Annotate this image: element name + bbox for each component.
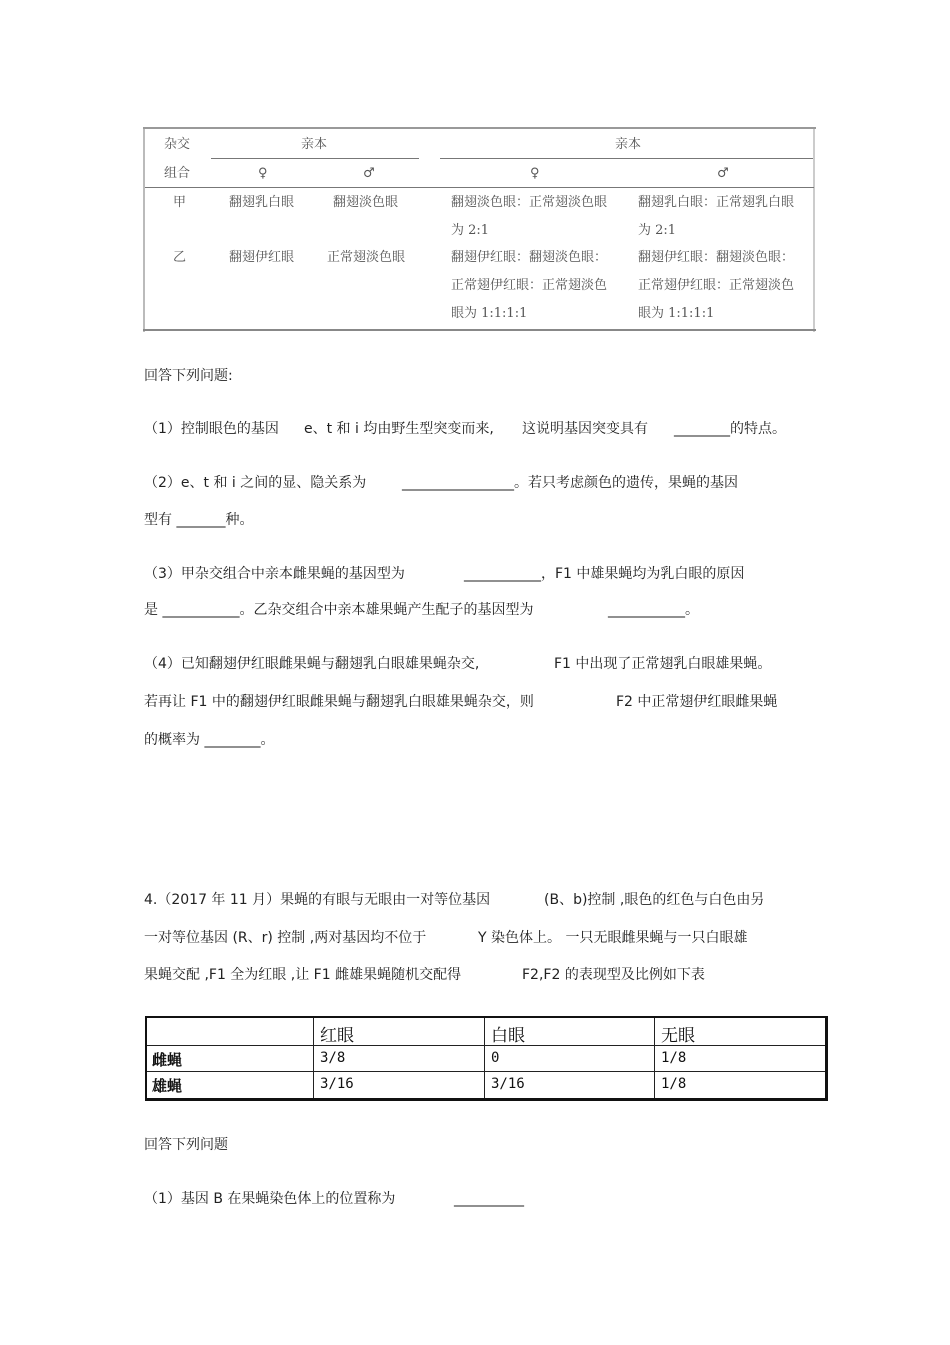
p4-line3-b: F2,F2 的表现型及比例如下表 [522,967,705,983]
row-divider [147,1071,825,1072]
q2-blank: ________________。若只考虑颜色的遗传，果蝇的基因 [402,475,738,491]
p4-line2-b: Y 染色体上。 一只无眼雌果蝇与一只白眼雄 [478,930,748,946]
female-symbol: ♀ [258,166,268,181]
header-white-eye: 白眼 [491,1026,525,1046]
f1-male-result: 正常翅伊红眼：正常翅淡色 [638,278,795,293]
q1-part-b: e、t 和 i 均由野生型突变而来, [304,421,494,437]
q2-part-a: （2）e、t 和 i 之间的显、隐关系为 [144,475,367,491]
answer-intro-2: 回答下列问题 [144,1137,228,1153]
row-name: 乙 [173,250,187,265]
row-divider [147,1045,825,1046]
f1-male-result: 眼为 1:1:1:1 [638,306,715,321]
p4-line1-b: (B、b)控制 ,眼色的红色与白色由另 [544,892,765,908]
q3-blank-2: ___________。 [608,602,699,618]
row-label-female: 雌蝇 [152,1051,183,1069]
male-parent: 正常翅淡色眼 [327,250,406,265]
header-bottom-rule [145,187,814,188]
f1-male-result: 为 2:1 [638,223,677,238]
offspring-header: 亲本 [615,137,642,152]
parents-header: 亲本 [301,137,328,152]
f1-female-result: 为 2:1 [451,223,490,238]
female-parent: 翻翅伊红眼 [229,250,295,265]
q4-part-a: （4）已知翻翅伊红眼雌果蝇与翻翅乳白眼雄果蝇杂交, [144,656,480,672]
table-cell: 3/16 [491,1076,525,1092]
f1-female-result: 正常翅伊红眼：正常翅淡色 [451,278,608,293]
corner-label-bottom: 组合 [164,166,191,181]
table-right-edge [813,129,815,332]
table-cell: 1/8 [661,1050,687,1066]
male-parent: 翻翅淡色眼 [333,195,399,210]
q3-part-a: （3）甲杂交组合中亲本雌果蝇的基因型为 [144,566,405,582]
corner-label-top: 杂交 [164,137,191,152]
q4-part-c: 若再让 F1 中的翻翅伊红眼雌果蝇与翻翅乳白眼雄果蝇杂交，则 [144,694,534,710]
q1-part-c: 这说明基因突变具有 [522,421,648,437]
question-4-end: 的概率为 ________。 [144,732,275,748]
header-red-eye: 红眼 [320,1026,354,1046]
genetics-cross-table-image [143,127,816,332]
header-no-eye: 无眼 [661,1026,695,1046]
f1-female-result: 翻翅淡色眼：正常翅淡色眼 [451,195,608,210]
row-name: 甲 [173,195,187,210]
f1-female-result: 眼为 1:1:1:1 [451,306,528,321]
f1-male-result: 翻翅伊红眼：翻翅淡色眼： [638,250,795,265]
q4-part-d: F2 中正常翅伊红眼雌果蝇 [616,694,778,710]
offspring-male-symbol: ♂ [717,166,729,181]
table-cell: 1/8 [661,1076,687,1092]
q4-part-b: F1 中出现了正常翅乳白眼雄果蝇。 [554,656,772,672]
table-cell: 3/16 [320,1076,354,1092]
q3-blank: ___________，F1 中雄果蝇均为乳白眼的原因 [464,566,745,582]
q3-part-c: 是 ___________。乙杂交组合中亲本雄果蝇产生配子的基因型为 [144,602,534,618]
p4-line3-a: 果蝇交配 ,F1 全为红眼 ,让 F1 雌雄果蝇随机交配得 [144,967,462,983]
col-divider [484,1018,485,1098]
f2-phenotype-table [145,1016,828,1101]
table-bottom-rule [143,329,816,331]
offspring-female-symbol: ♀ [530,166,540,181]
question-2-cont: 型有 _______种。 [144,512,254,528]
table-left-edge [143,129,145,332]
f1-male-result: 翻翅乳白眼：正常翅乳白眼 [638,195,795,210]
p4-q1-blank: __________ [454,1191,524,1207]
p4-line2-a: 一对等位基因 (R、r) 控制 ,两对基因均不位于 [144,930,427,946]
table-top-rule [143,127,816,129]
col-divider [654,1018,655,1098]
col-divider [313,1018,314,1098]
female-parent: 翻翅乳白眼 [229,195,295,210]
answer-intro: 回答下列问题: [144,368,233,384]
q1-blank: ________的特点。 [674,421,786,437]
male-symbol: ♂ [363,166,375,181]
table-cell: 0 [491,1050,500,1066]
q1-part-a: （1）控制眼色的基因 [144,421,279,437]
row-label-male: 雄蝇 [152,1077,183,1095]
f1-female-result: 翻翅伊红眼：翻翅淡色眼： [451,250,608,265]
table-cell: 3/8 [320,1050,346,1066]
p4-q1-text: （1）基因 B 在果蝇染色体上的位置称为 [144,1191,396,1207]
p4-line1-a: 4.（2017 年 11 月）果蝇的有眼与无眼由一对等位基因 [144,892,491,908]
